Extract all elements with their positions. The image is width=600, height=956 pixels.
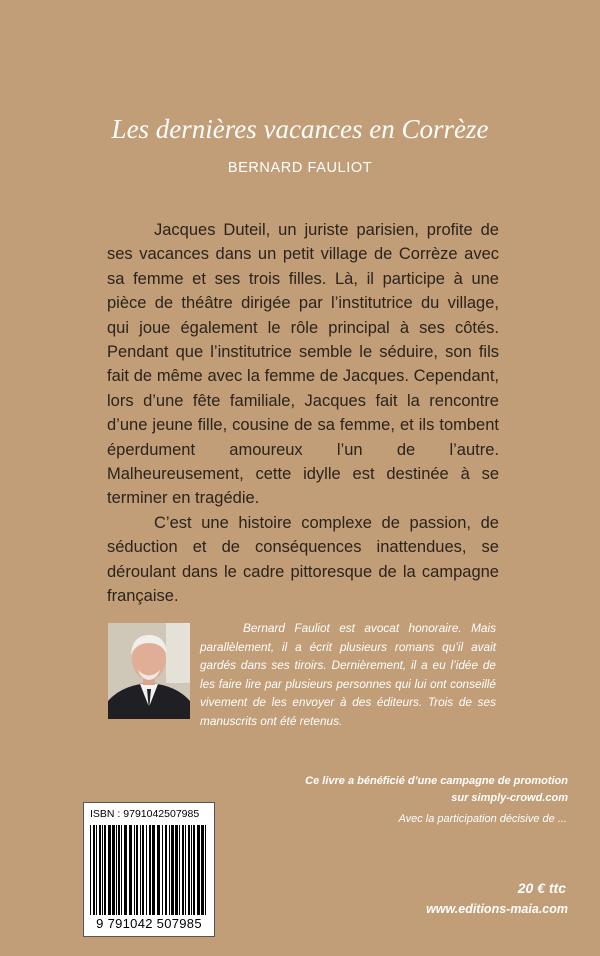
barcode-bar xyxy=(102,825,103,915)
barcode-digits: 9 791042 507985 xyxy=(96,916,202,931)
summary-paragraph-2: C’est une histoire complexe de passion, de séduction et de conséquences inattendues, se déroulant dans le cadre pittoresque de la campagne française. xyxy=(107,513,499,606)
barcode-bar xyxy=(99,825,101,915)
barcode-bar xyxy=(188,825,190,915)
book-price: 20 € ttc xyxy=(517,880,566,896)
barcode-bar xyxy=(142,825,144,915)
barcode-bar xyxy=(157,825,160,915)
barcode-bar xyxy=(90,825,91,915)
barcode-bar xyxy=(96,825,97,915)
promo-line-1: Ce livre a bénéficié d’une campagne de promotion xyxy=(305,775,568,787)
barcode-bar xyxy=(134,825,135,915)
barcode-bar xyxy=(140,825,141,915)
barcode-bar xyxy=(146,825,147,915)
summary-paragraph-1: Jacques Duteil, un juriste parisien, profite de ses vacances dans un petit village de Corrèze avec sa femme et ses trois filles. Là, il participe à une pièce de théâtre dirigée par l’institutrice du village, qui joue également le rôle principal à ses côtés. Pendant que l’institutrice semble le séduire, son fils fait de même avec la femme de Jacques. Cependant, lors d’une fête familiale, Jacques fait la rencontre d’une jeune fille, cousine de sa femme, et ils tombent éperdument amoureux l’un de l’autre. Malheureusement, cette idylle est destinée à se terminer en tragédie. xyxy=(107,221,499,508)
barcode-bar xyxy=(165,825,167,915)
barcode-bar xyxy=(152,825,155,915)
barcode-bar xyxy=(193,825,195,915)
barcode-bar xyxy=(169,825,170,915)
author-portrait-icon xyxy=(108,623,190,719)
barcode-bar xyxy=(149,825,151,915)
barcode-bar xyxy=(136,825,138,915)
summary-text xyxy=(107,218,499,609)
barcode-bars-icon xyxy=(88,825,210,915)
promo-line-2: sur simply-crowd.com xyxy=(451,792,568,804)
isbn-barcode xyxy=(83,802,215,937)
barcode-bar xyxy=(171,825,174,915)
barcode-bar xyxy=(182,825,184,915)
isbn-label: ISBN : 9791042507985 xyxy=(90,808,200,820)
author-name: BERNARD FAULIOT xyxy=(227,160,373,176)
barcode-bar xyxy=(104,825,106,915)
barcode-bar xyxy=(175,825,178,915)
author-photo xyxy=(108,623,190,719)
barcode-bar xyxy=(116,825,117,915)
barcode-bar xyxy=(185,825,186,915)
barcode-bar xyxy=(121,825,122,915)
barcode-bar xyxy=(191,825,192,915)
promo-text xyxy=(268,773,568,807)
participation-text: Avec la participation décisive de ... xyxy=(398,813,567,825)
barcode-bar xyxy=(197,825,200,915)
barcode-bar xyxy=(179,825,180,915)
barcode-bar xyxy=(124,825,127,915)
barcode-bar xyxy=(112,825,115,915)
publisher-website[interactable]: www.editions-maia.com xyxy=(426,902,568,916)
barcode-bar xyxy=(118,825,120,915)
author-bio: Bernard Fauliot est avocat honoraire. Mais parallèlement, il a écrit plusieurs romans qu’il avait gardés dans ses tiroirs. Dernièrement, il a eu l’idée de les faire lire par plusieurs personnes qui lui ont conseillé vivement de les envoyer à des éditeurs. Trois de ses manuscrits ont été retenus. xyxy=(200,621,496,728)
barcode-bar xyxy=(129,825,132,915)
barcode-bar xyxy=(201,825,204,915)
barcode-bar xyxy=(108,825,111,915)
barcode-bar xyxy=(205,825,206,915)
barcode-bar xyxy=(93,825,95,915)
book-title: Les dernières vacances en Corrèze xyxy=(111,114,489,144)
barcode-bar xyxy=(162,825,163,915)
